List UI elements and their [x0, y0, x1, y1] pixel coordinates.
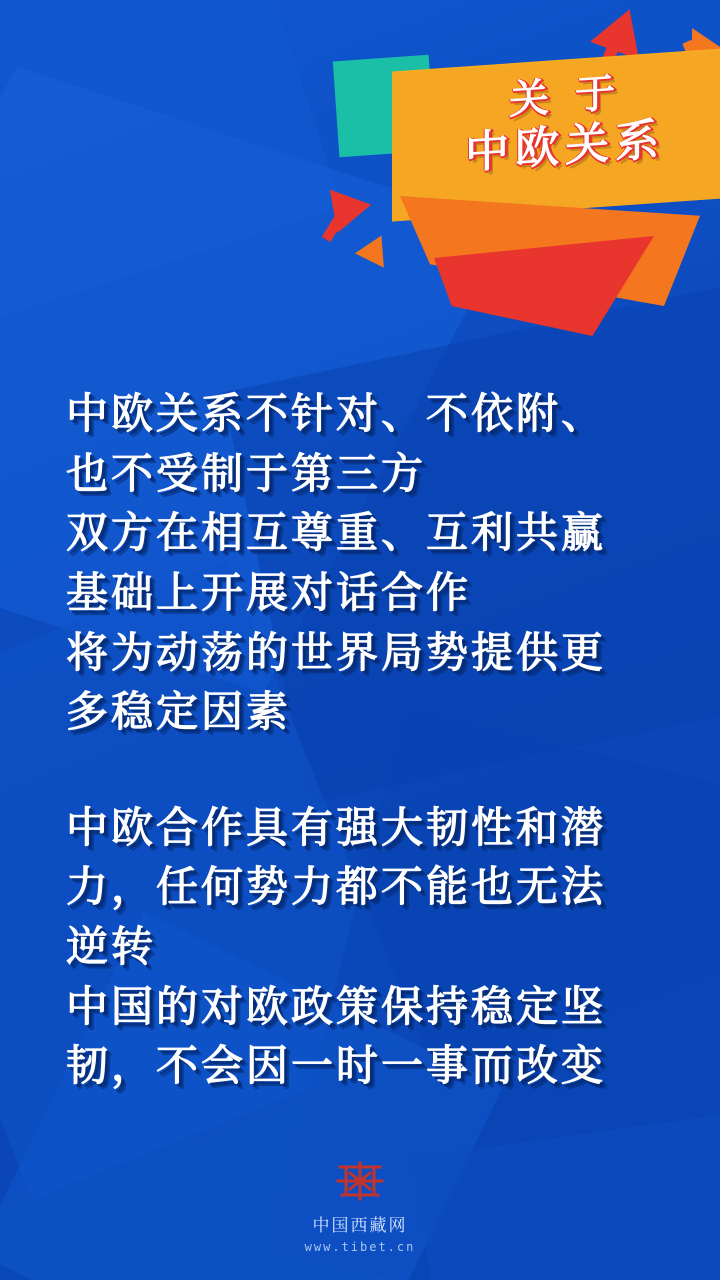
- site-name: 中国西藏网: [312, 1216, 408, 1236]
- badge-cluster: [0, 0, 720, 360]
- quote-line: 将为动荡的世界局势提供更: [66, 627, 607, 677]
- quote-line: 基础上开展对话合作: [66, 567, 472, 617]
- quote-container: [66, 384, 666, 1096]
- quote-line: 逆转: [66, 922, 157, 971]
- badge-title: [430, 65, 700, 183]
- quote-paragraph: [66, 798, 666, 1096]
- quote-line: 也不受制于第三方: [66, 448, 427, 498]
- badge-title-line-1: 关 于: [509, 70, 621, 124]
- site-url: www.tibet.cn: [304, 1240, 416, 1254]
- quote-line: 中欧关系不针对、不依附、: [66, 389, 607, 438]
- quote-line: 多稳定因素: [66, 687, 292, 737]
- quote-line: 力，任何势力都不能也无法: [66, 862, 607, 912]
- quote-line: 韧，不会因一时一事而改变: [66, 1041, 607, 1091]
- quote-line: 中国的对欧政策保持稳定坚: [66, 981, 607, 1031]
- tibet-logo-icon: [332, 1159, 388, 1203]
- quote-paragraph: [66, 384, 666, 742]
- quote-line: 双方在相互尊重、互利共赢: [66, 508, 607, 558]
- triangle-shard-icon: [355, 235, 397, 276]
- quote-line: 中欧合作具有强大韧性和潜: [66, 802, 607, 852]
- footer-branding: [0, 1159, 720, 1254]
- badge-title-line-2: 中欧关系: [465, 114, 665, 180]
